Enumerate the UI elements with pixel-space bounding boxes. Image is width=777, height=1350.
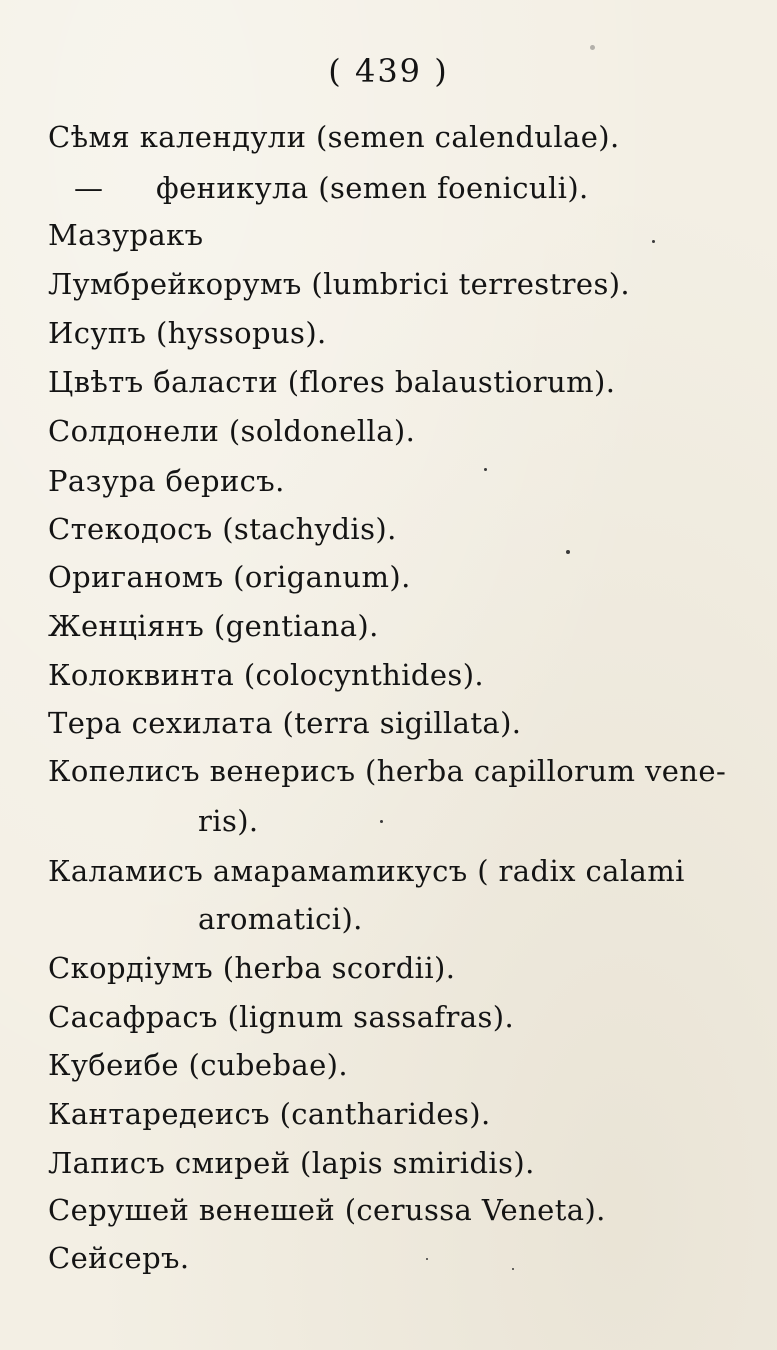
entry-line: Каламисъ амарамаmикусъ ( radix calami xyxy=(48,854,685,888)
entry-line: Кубеибе (cubebae). xyxy=(48,1048,349,1082)
entry-line: Сейсеръ. xyxy=(48,1241,190,1275)
ink-speck xyxy=(566,550,570,554)
entry-line: Женціянъ (gentiana). xyxy=(48,609,379,643)
entry-line-continued xyxy=(74,168,589,208)
entry-line: Копелисъ венерисъ (herba capillorum vene- xyxy=(48,754,727,788)
ink-speck xyxy=(652,240,655,243)
entry-line: Исупъ (hyssopus). xyxy=(48,316,327,350)
entry-line: Сѣмя календули (semen calendulae). xyxy=(48,120,620,154)
page-number: ( 439 ) xyxy=(328,52,449,90)
ink-speck xyxy=(484,468,487,471)
ink-speck xyxy=(590,45,595,50)
entry-line: Ориганомъ (origanum). xyxy=(48,560,411,594)
ditto-dash: — xyxy=(74,171,104,205)
ink-speck xyxy=(426,1258,428,1260)
entry-line: Скордіумъ (herba scordii). xyxy=(48,951,456,985)
entry-line: Разура берисъ. xyxy=(48,464,285,498)
entry-line-wrap: aromatici). xyxy=(198,902,363,936)
entry-line: Сасафрасъ (lignum sassafras). xyxy=(48,1000,515,1034)
entry-line: Лумбрейкорумъ (lumbrici terrestres). xyxy=(48,267,631,301)
entry-line-wrap: ris). xyxy=(198,804,259,838)
ink-speck xyxy=(380,820,383,823)
entry-line: Цвѣтъ баласти (flores balaustiorum). xyxy=(48,365,616,399)
entry-text: феникула (semen foeniculi). xyxy=(156,171,589,205)
entry-line: Кантаредеисъ (cantharides). xyxy=(48,1097,491,1131)
entry-line: Лаписъ смирей (lapis smiridis). xyxy=(48,1146,535,1180)
ink-speck xyxy=(512,1268,514,1270)
entry-line: Мазуракъ xyxy=(48,218,204,252)
entry-line: Стекодосъ (stachydis). xyxy=(48,512,397,546)
entry-line: Колоквинта (colocynthides). xyxy=(48,658,485,692)
entry-line: Солдонели (soldonella). xyxy=(48,414,416,448)
entry-line: Тера сехилата (terra sigillata). xyxy=(48,706,522,740)
entry-line: Серушей венешей (cerussa Veneta). xyxy=(48,1193,606,1227)
